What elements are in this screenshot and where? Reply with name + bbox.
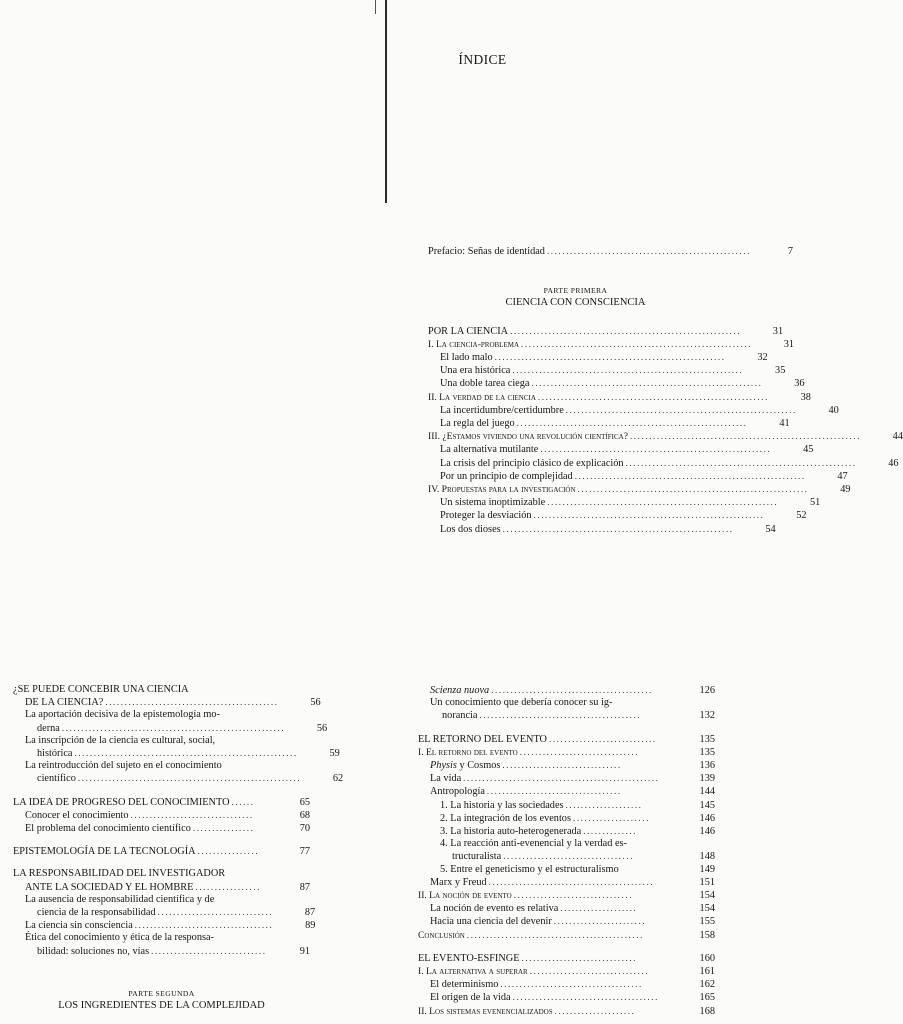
toc-entry: La incertidumbre/certidumbre ............................................................ 40 bbox=[440, 404, 839, 416]
toc-entry: El lado malo ............................................................ 32 bbox=[440, 352, 768, 364]
part-label: PARTE PRIMERA bbox=[543, 286, 608, 296]
toc-entry: El problema del conocimiento científico ................ 70 bbox=[25, 823, 310, 835]
toc-entry: La crisis del principio clásico de explicación ............................................................ 46 bbox=[440, 457, 899, 469]
toc-entry-section: III. ¿Estamos viviendo una revolución científica? ............................................................ 44 bbox=[428, 431, 903, 443]
toc-entry-section: I. La ciencia-problema ............................................................ 31 bbox=[428, 338, 795, 350]
toc-entry: Scienza nuova .......................................... 126 bbox=[430, 685, 715, 696]
toc-entry: El origen de la vida ...................................... 165 bbox=[430, 992, 715, 1004]
toc-entry: Proteger la desviación ............................................................ 52 bbox=[440, 510, 807, 522]
toc-top-right bbox=[428, 245, 903, 536]
toc-bottom-right bbox=[418, 684, 715, 1018]
toc-entry: Antropología ................................... 144 bbox=[430, 786, 715, 798]
toc-entry-section: II. Los sistemas evenencializados ..................... 168 bbox=[418, 1005, 715, 1017]
toc-entry-heading: EL RETORNO DEL EVENTO ............................ 135 bbox=[418, 733, 715, 745]
toc-entry: 3. La historia auto-heterogenerada .............. 146 bbox=[440, 826, 715, 838]
part-label: PARTE SEGUNDA bbox=[128, 988, 195, 998]
toc-entry: Una era histórica ............................................................ 35 bbox=[440, 365, 786, 377]
toc-entry: Physis y Cosmos ............................... 136 bbox=[430, 760, 715, 772]
toc-entry: 2. La integración de los eventos .................... 146 bbox=[440, 812, 715, 824]
toc-entry: Un conocimiento que debería conocer su ig- norancia .......................................... 132 bbox=[430, 697, 715, 722]
toc-entry: La ciencia sin consciencia .................................... 89 bbox=[25, 920, 316, 932]
toc-entry-section: I. El retorno del evento ............................... 135 bbox=[418, 746, 715, 758]
toc-entry-section: I. La alternativa a superar ............................... 161 bbox=[418, 966, 715, 978]
toc-entry-section: IV. Propuestas para la investigación ............................................................ 49 bbox=[428, 484, 851, 496]
scan-artifact-tick bbox=[375, 0, 376, 14]
part-title: CIENCIA CON CONSCIENCIA bbox=[505, 297, 646, 309]
toc-entry: Hacia una ciencia del devenir ........................ 155 bbox=[430, 916, 715, 928]
toc-entry: Ética del conocimiento y ética de la responsa- bilidad: soluciones no, vías .............................. 91 bbox=[25, 932, 310, 957]
toc-entry: La noción de evento es relativa .................... 154 bbox=[430, 903, 715, 915]
toc-entry: La vida ................................................... 139 bbox=[430, 773, 715, 785]
toc-entry-section: II. La verdad de la ciencia ............................................................ 38 bbox=[428, 391, 811, 403]
toc-entry-heading: EL EVENTO-ESFINGE .............................. 160 bbox=[418, 952, 715, 964]
toc-entry: Por un principio de complejidad ............................................................ 47 bbox=[440, 470, 848, 482]
toc-entry: Conocer el conocimiento ................................ 68 bbox=[25, 809, 310, 821]
page-title: ÍNDICE bbox=[458, 52, 507, 67]
part-title: LOS INGREDIENTES DE LA COMPLEJIDAD bbox=[58, 1000, 265, 1012]
toc-entry: Los dos dioses ............................................................ 54 bbox=[440, 523, 776, 535]
toc-entry: La alternativa mutilante ............................................................ 45 bbox=[440, 444, 814, 456]
toc-entry: El determinismo ..................................... 162 bbox=[430, 979, 715, 991]
toc-entry: Un sistema inoptimizable ............................................................ 51 bbox=[440, 497, 821, 509]
toc-entry: La inscripción de la ciencia es cultural, social, histórica .......................................................... 59 bbox=[25, 734, 340, 760]
toc-entry: La aportación decisiva de la epistemología mo- derna .......................................................... 56 bbox=[25, 709, 328, 734]
toc-entry-section: Conclusión .............................................. 158 bbox=[418, 929, 715, 941]
toc-entry-prefacio: Prefacio: Señas de identidad ..................................................... 7 bbox=[428, 246, 794, 257]
toc-entry: Una doble tarea ciega ............................................................ 36 bbox=[440, 378, 805, 390]
scan-gutter-line bbox=[385, 0, 387, 203]
toc-entry: La ausencia de responsabilidad científica y de ciencia de la responsabilidad .............................. 87 bbox=[25, 893, 316, 919]
toc-entry-heading: EPISTEMOLOGÍA DE LA TECNOLOGÍA ................ 77 bbox=[13, 846, 310, 858]
toc-entry-heading: LA IDEA DE PROGRESO DEL CONOCIMIENTO ...... 65 bbox=[13, 796, 310, 808]
toc-entry: 1. La historia y las sociedades .................... 145 bbox=[440, 799, 715, 811]
toc-list bbox=[428, 325, 903, 536]
toc-entry: La regla del juego ............................................................ 41 bbox=[440, 418, 790, 430]
toc-entry-heading: ¿SE PUEDE CONCEBIR UNA CIENCIA DE LA CIENCIA? ............................................. 56 bbox=[13, 684, 321, 709]
toc-entry: Marx y Freud ........................................... 151 bbox=[430, 876, 715, 888]
toc-entry: La reintroducción del sujeto en el conocimiento científico .......................................................... 62 bbox=[25, 760, 344, 785]
toc-entry: 5. Entre el geneticismo y el estructuralismo 149 bbox=[440, 863, 715, 875]
toc-entry-heading: POR LA CIENCIA ............................................................ 31 bbox=[428, 325, 784, 337]
toc-entry-section: II. La noción de evento ............................... 154 bbox=[418, 890, 715, 902]
toc-entry-heading: LA RESPONSABILIDAD DEL INVESTIGADOR ANTE LA SOCIEDAD Y EL HOMBRE ................. 87 bbox=[13, 868, 310, 893]
toc-entry: 4. La reacción anti-evenencial y la verdad es- tructuralista .................................. 148 bbox=[440, 838, 715, 863]
toc-bottom-left bbox=[13, 684, 344, 1012]
